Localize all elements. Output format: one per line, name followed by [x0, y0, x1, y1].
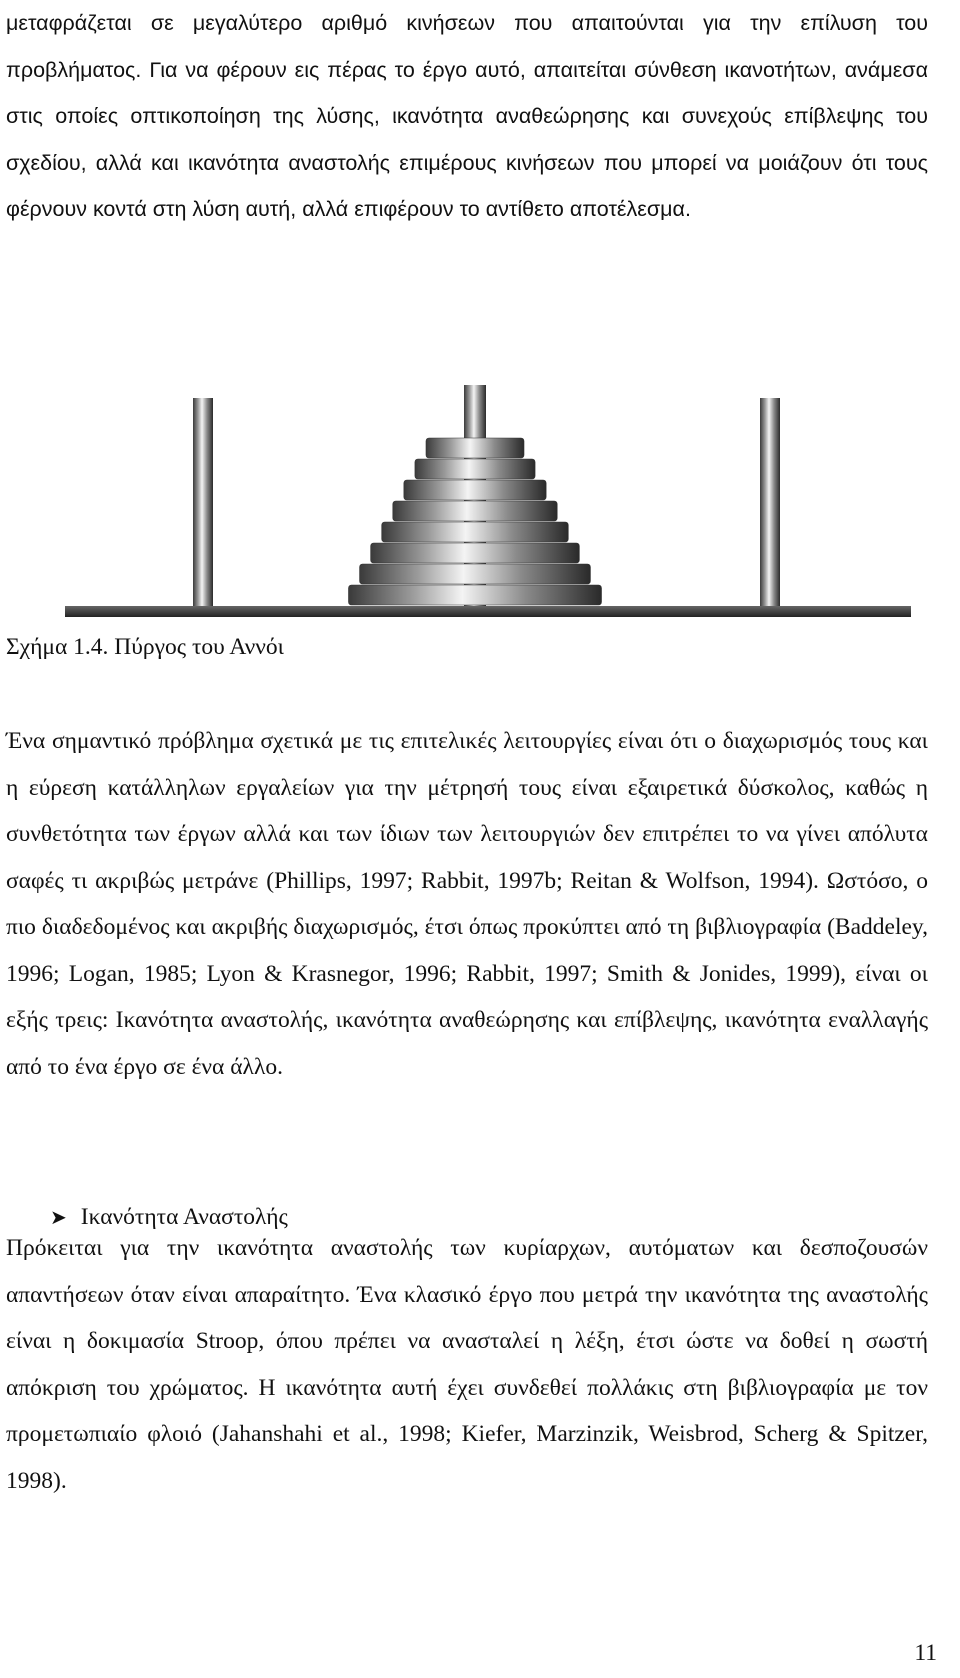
- section-heading: Ικανότητα Αναστολής: [80, 1204, 288, 1230]
- body-paragraph: Ένα σημαντικό πρόβλημα σχετικά με τις επιτελικές λειτουργίες είναι ότι ο διαχωρισμός τους και η εύρεση κατάλληλων εργαλείων για την μέτρησή τους είναι εξαιρετικά δύσκολος, καθώς η συνθετότητα των έργων αλλά και των ίδιων των λειτουργιών δεν επιτρέπει το να γίνει απόλυτα σαφές τι ακριβώς μετράνε (Phillips, 1997; Rabbit, 1997b; Reitan & Wolfson, 1994). Ωστόσο, ο πιο διαδεδομένος και ακριβής διαχωρισμός, έτσι όπως προκύπτει από τη βιβλιογραφία (Baddeley, 1996; Logan, 1985; Lyon & Krasnegor, 1996; Rabbit, 1997; Smith & Jonides, 1999), είναι οι εξής τρεις: Ικανότητα αναστολής, ικανότητα αναθεώρησης και επίβλεψης, ικανότητα εναλλαγής από το ένα έργο σε ένα άλλο.: [6, 728, 928, 1080]
- intro-paragraph: μεταφράζεται σε μεγαλύτερο αριθμό κινήσεων που απαιτούνται για την επίλυση του προβλήματος. Για να φέρουν εις πέρας το έργο αυτό, απαιτείται σύνθεση ικανοτήτων, ανάμεσα στις οποίες οπτικοποίηση της λύσης, ικανότητα αναθεώρησης και συνεχούς επίβλεψης του σχεδίου, αλλά και ικανότητα αναστολής επιμέρους κινήσεων που μπορεί να μοιάζουν ότι τους φέρνουν κοντά στη λύση αυτή, αλλά επιφέρουν το αντίθετο αποτέλεσμα.: [6, 11, 928, 221]
- arrowhead-bullet-icon: ➤: [50, 1205, 67, 1229]
- disk-1: [349, 585, 602, 605]
- right-peg: [760, 398, 780, 606]
- disk-2: [360, 564, 591, 584]
- page-number: 11: [914, 1640, 937, 1666]
- disk-7: [415, 459, 535, 479]
- disk-4: [382, 522, 569, 542]
- disk-stack: [349, 385, 602, 606]
- figure-caption: Σχήμα 1.4. Πύργος του Αννόι: [6, 634, 284, 660]
- section-paragraph: Πρόκειται για την ικανότητα αναστολής των κυρίαρχων, αυτόματων και δεσποζουσών απαντήσεων όταν είναι απαραίτητο. Ένα κλασικό έργο που μετρά την ικανότητα της αναστολής είναι η δοκιμασία Stroop, όπου πρέπει να ανασταλεί η λέξη, έτσι ώστε να δοθεί η σωστή απόκριση του χρώματος. Η ικανότητα αυτή έχει συνδεθεί πολλάκις στη βιβλιογραφία με τον προμετωπιαίο φλοιό (Jahanshahi et al., 1998; Kiefer, Marzinzik, Weisbrod, Scherg & Spitzer, 1998).: [6, 1235, 928, 1494]
- left-peg: [193, 398, 213, 606]
- tower-of-hanoi-figure: [0, 385, 960, 625]
- disk-3: [371, 543, 580, 563]
- disk-6: [404, 480, 546, 500]
- disk-5: [393, 501, 557, 521]
- tower-base: [65, 606, 911, 617]
- disk-8: [426, 438, 524, 458]
